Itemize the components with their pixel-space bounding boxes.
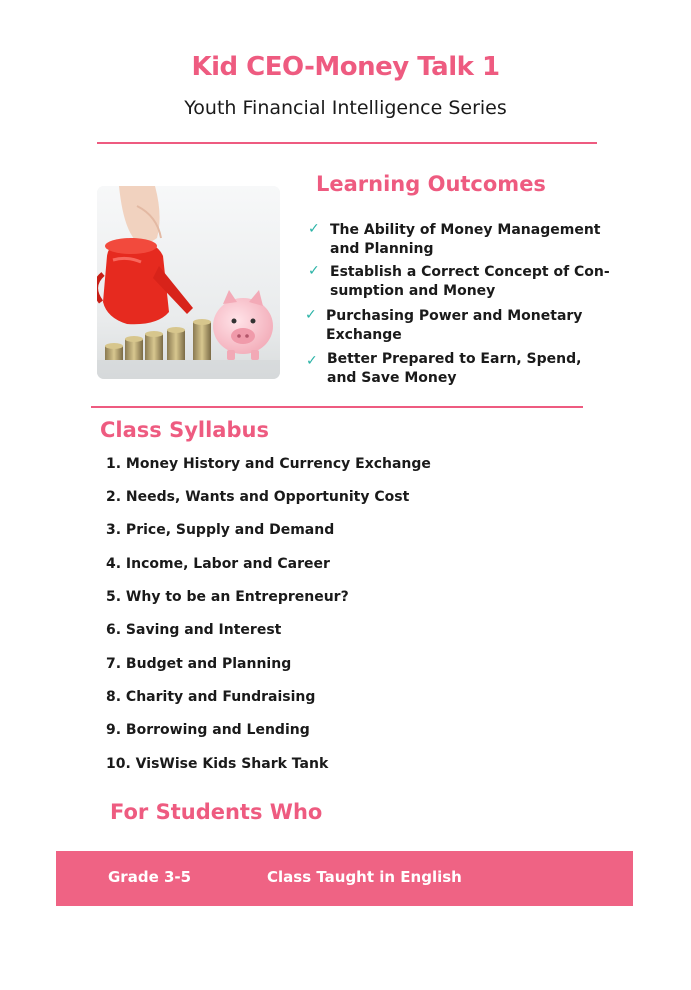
outcome-text: The Ability of Money Management and Planning [330,222,601,257]
outcome-text: Purchasing Power and Monetary Exchange [326,308,583,343]
top-divider [97,142,597,144]
grade-label: Grade 3-5 [108,868,192,886]
syllabus-heading: Class Syllabus [100,418,269,442]
syllabus-item: 3. Price, Supply and Demand [106,522,335,538]
syllabus-item: 6. Saving and Interest [106,622,282,638]
syllabus-item: 2. Needs, Wants and Opportunity Cost [106,489,410,505]
piggy-bank-illustration [97,186,280,379]
syllabus-item: 10. VisWise Kids Shark Tank [106,756,329,772]
students-heading: For Students Who [110,800,323,824]
syllabus-item: 1. Money History and Currency Exchange [106,456,431,472]
students-info-bar [56,851,633,906]
check-icon: ✓ [306,353,318,369]
language-label: Class Taught in English [267,868,462,886]
syllabus-item: 8. Charity and Fundraising [106,689,316,705]
learning-outcomes-heading: Learning Outcomes [316,172,546,196]
piggy-bank-photo [97,186,280,379]
check-icon: ✓ [308,263,320,279]
check-icon: ✓ [305,307,317,323]
outcome-text: Better Prepared to Earn, Spend, and Save Money [327,351,582,386]
page-subtitle: Youth Financial Intelligence Series [184,97,507,119]
syllabus-item: 5. Why to be an Entrepreneur? [106,589,349,605]
middle-divider [91,406,583,408]
check-icon: ✓ [308,221,320,237]
syllabus-item: 7. Budget and Planning [106,656,292,672]
syllabus-item: 9. Borrowing and Lending [106,722,310,738]
syllabus-item: 4. Income, Labor and Career [106,556,330,572]
outcome-text: Establish a Correct Concept of Con- sumption and Money [330,264,610,299]
page-title: Kid CEO-Money Talk 1 [191,52,500,82]
